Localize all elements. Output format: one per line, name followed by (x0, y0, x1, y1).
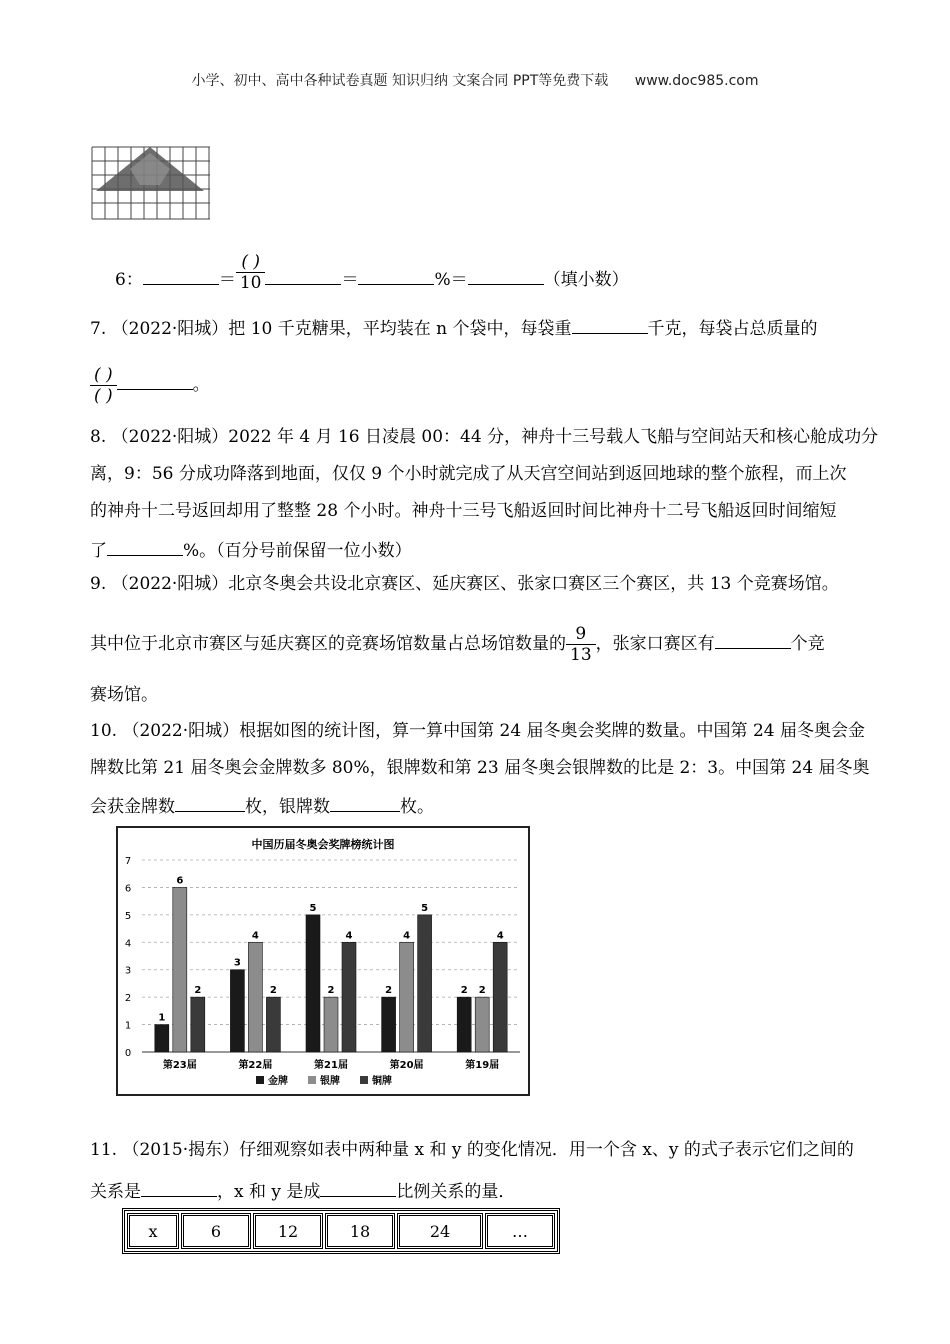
bar-value-label: 4 (403, 930, 411, 942)
q8-line-4: 了 %。（百分号前保留一位小数） (90, 537, 412, 562)
bar-银牌 (475, 997, 489, 1052)
header-url[interactable]: www.doc985.com (634, 73, 759, 89)
bar-value-label: 2 (385, 985, 393, 997)
table-cell: 18 (325, 1213, 395, 1249)
grid-triangle-figure (90, 145, 212, 221)
table-cell: … (485, 1213, 555, 1249)
page-header (0, 70, 950, 90)
q7-fraction: $\frac{( )}{( )}$ (90, 365, 117, 406)
x-tick-label: 第19届 (465, 1060, 500, 1071)
bar-value-label: 2 (194, 985, 202, 997)
q6-blank-4[interactable] (468, 266, 544, 285)
bar-value-label: 6 (176, 875, 184, 887)
q9-line-3: 赛场馆。 (90, 685, 158, 705)
q10-line-3: 会获金牌数 枚，银牌数 枚。 (90, 793, 434, 818)
bar-value-label: 2 (269, 985, 277, 997)
question-7-fraction-line: $\frac{( )}{( )}$ 。 (90, 365, 210, 406)
bar-银牌 (173, 887, 187, 1052)
legend-label: 银牌 (320, 1076, 340, 1087)
bar-value-label: 3 (233, 957, 241, 969)
q6-blank-1[interactable] (143, 266, 219, 285)
legend-swatch (308, 1076, 316, 1084)
bar-value-label: 1 (158, 1012, 166, 1024)
bar-银牌 (248, 942, 262, 1052)
q6-blank-3[interactable] (358, 266, 434, 285)
table-cell: 12 (253, 1213, 323, 1249)
xy-table (122, 1208, 560, 1254)
header-text: 小学、初中、高中各种试卷真题 知识归纳 文案合同 PPT等免费下载 (191, 73, 609, 89)
bar-金牌 (382, 997, 396, 1052)
bar-value-label: 2 (460, 985, 468, 997)
bar-银牌 (400, 942, 414, 1052)
y-tick-label: 7 (124, 856, 132, 867)
legend-swatch (360, 1076, 368, 1084)
x-tick-label: 第22届 (238, 1060, 273, 1071)
q10-line-1: 10. （2022·阳城）根据如图的统计图，算一算中国第 24 届冬奥会奖牌的数量。中国第 24 届冬奥会金 (90, 721, 865, 741)
bar-金牌 (457, 997, 471, 1052)
q10-line-2: 牌数比第 21 届冬奥会金牌数多 80%，银牌数和第 23 届冬奥会银牌数的比是 2：3。中国第 24 届冬奥 (90, 758, 870, 778)
table-cell: x (127, 1213, 179, 1249)
q9-fraction: $\frac{9}{13}$ (566, 624, 596, 665)
q10-blank-gold[interactable] (175, 793, 245, 812)
y-tick-label: 3 (124, 965, 132, 977)
bar-铜牌 (266, 997, 280, 1052)
legend-label: 铜牌 (372, 1076, 392, 1087)
q6-fraction: $\frac{( )}{10}$ (236, 252, 266, 293)
y-tick-label: 6 (124, 883, 132, 895)
x-tick-label: 第23届 (162, 1060, 197, 1071)
table-row (127, 1213, 555, 1249)
bar-金牌 (306, 915, 320, 1052)
q8-line-3: 的神舟十二号返回却用了整整 28 个小时。神舟十三号飞船返回时间比神舟十二号飞船返回时间缩短 (90, 501, 837, 521)
bar-value-label: 2 (478, 985, 486, 997)
bar-value-label: 2 (327, 985, 335, 997)
q11-blank-1[interactable] (141, 1178, 217, 1197)
q11-blank-2[interactable] (320, 1178, 396, 1197)
y-tick-label: 1 (124, 1020, 132, 1032)
legend-swatch (256, 1076, 264, 1084)
bar-铜牌 (342, 942, 356, 1052)
bar-value-label: 5 (309, 902, 317, 914)
y-tick-label: 2 (124, 993, 132, 1005)
table-cell: 6 (181, 1213, 251, 1249)
legend-label: 金牌 (268, 1076, 288, 1087)
chart-title: 中国历届冬奥会奖牌榜统计图 (251, 838, 395, 851)
question-7: 7. （2022·阳城）把 10 千克糖果，平均装在 n 个袋中，每袋重 千克，每袋占总质量的 (90, 315, 818, 340)
bar-金牌 (155, 1025, 169, 1052)
q7-blank-2[interactable] (117, 371, 193, 390)
y-tick-label: 5 (124, 910, 132, 922)
table-cell: 24 (397, 1213, 483, 1249)
y-tick-label: 4 (124, 938, 132, 950)
bar-银牌 (324, 997, 338, 1052)
q7-blank-1[interactable] (572, 315, 648, 334)
question-6: 6： ＝ $\frac{( )}{10}$ ＝ %＝ （填小数） (115, 252, 629, 293)
y-tick-label: 0 (124, 1048, 132, 1059)
bar-value-label: 4 (251, 930, 259, 942)
q8-line-1: 8. （2022·阳城）2022 年 4 月 16 日凌晨 00：44 分，神舟十三号载人飞船与空间站天和核心舱成功分 (90, 427, 879, 447)
q10-blank-silver[interactable] (330, 793, 400, 812)
q11-line-2: 关系是 ，x 和 y 是成 比例关系的量． (90, 1178, 515, 1203)
q8-line-2: 离，9：56 分成功降落到地面，仅仅 9 个小时就完成了从天宫空间站到返回地球的整个旅程，而上次 (90, 464, 847, 484)
bar-金牌 (230, 970, 244, 1052)
q6-blank-2[interactable] (265, 266, 341, 285)
bar-铜牌 (493, 942, 507, 1052)
bar-value-label: 5 (421, 902, 429, 914)
q9-blank[interactable] (715, 630, 791, 649)
bar-value-label: 4 (496, 930, 504, 942)
x-tick-label: 第21届 (314, 1060, 348, 1071)
bar-铜牌 (418, 915, 432, 1052)
bar-铜牌 (191, 997, 205, 1052)
medal-bar-chart (116, 826, 530, 1096)
q9-line-2: 其中位于北京市赛区与延庆赛区的竞赛场馆数量占总场馆数量的 $\frac{9}{13}$ ，张家口赛区有 个竞 (90, 624, 825, 665)
bar-value-label: 4 (345, 930, 353, 942)
q11-line-1: 11. （2015·揭东）仔细观察如表中两种量 x 和 y 的变化情况．用一个含 x、y 的式子表示它们之间的 (90, 1140, 854, 1160)
q8-blank[interactable] (107, 537, 183, 556)
x-tick-label: 第20届 (389, 1060, 424, 1071)
q9-line-1: 9. （2022·阳城）北京冬奥会共设北京赛区、延庆赛区、张家口赛区三个赛区，共 13 个竞赛场馆。 (90, 574, 839, 594)
